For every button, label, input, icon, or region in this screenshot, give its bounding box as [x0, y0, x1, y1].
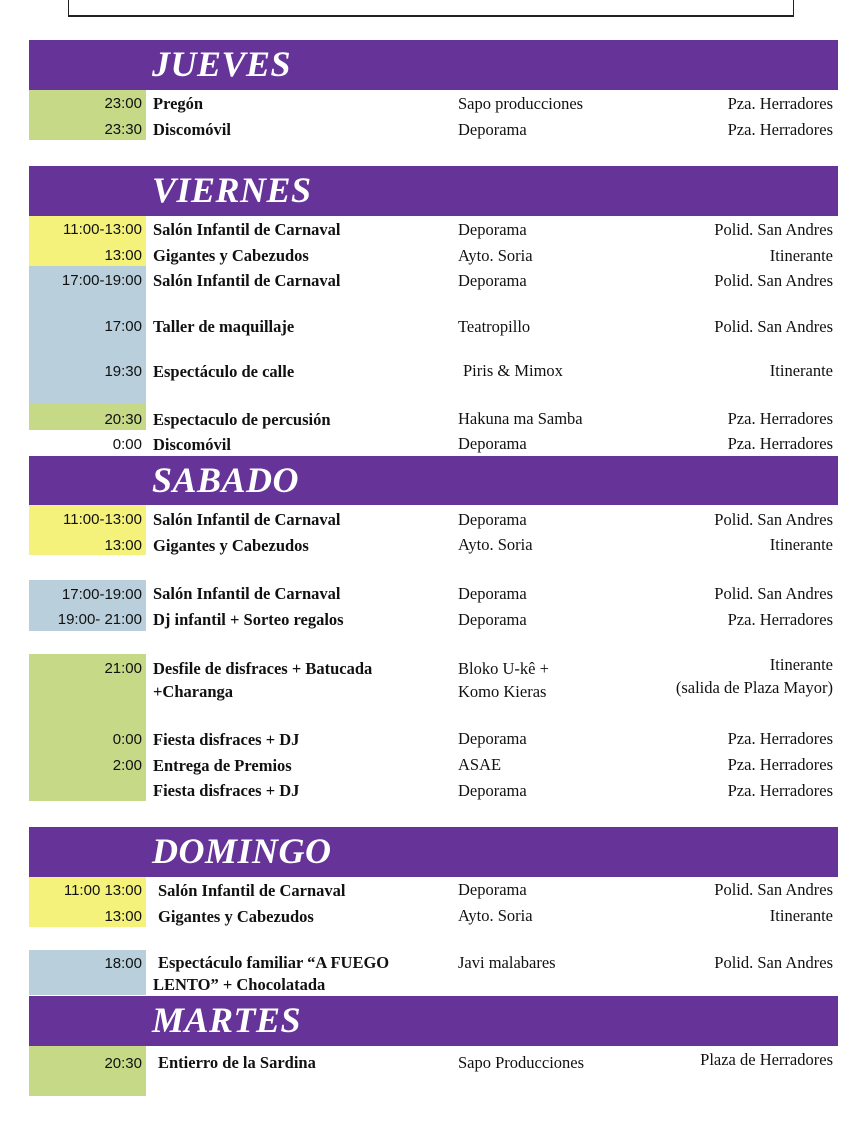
event-time: 19:30 — [104, 363, 142, 380]
event-time: 18:00 — [104, 955, 142, 972]
event-location: Pza. Herradores — [727, 120, 833, 139]
event-location: Itinerante — [769, 361, 833, 380]
event-location: Pza. Herradores — [727, 94, 833, 113]
event-activity: Dj infantil + Sorteo regalos — [153, 610, 344, 629]
event-time: 0:00 — [112, 731, 142, 748]
event-time: 23:00 — [104, 95, 142, 112]
event-location: Itinerante — [769, 655, 833, 674]
event-organizer: Deporama — [458, 434, 527, 453]
event-organizer: Deporama — [458, 510, 527, 529]
event-organizer: Teatropillo — [458, 317, 531, 336]
event-time: 17:00-19:00 — [61, 586, 142, 603]
event-time: 0:00 — [112, 436, 142, 453]
event-organizer: Deporama — [458, 729, 527, 748]
event-activity: Entierro de la Sardina — [158, 1053, 316, 1072]
event-activity: Fiesta disfraces + DJ — [153, 781, 300, 800]
event-location: Polid. San Andres — [714, 271, 833, 290]
event-location: Itinerante — [769, 906, 833, 925]
day-header-jueves — [29, 40, 838, 90]
day-title: SABADO — [152, 459, 300, 500]
event-location: Polid. San Andres — [714, 220, 833, 239]
event-activity: Salón Infantil de Carnaval — [153, 220, 341, 239]
event-activity: Entrega de Premios — [153, 756, 292, 775]
event-organizer: Bloko U-kê + — [458, 659, 549, 678]
day-header-sabado — [29, 456, 838, 505]
event-location: Pza. Herradores — [727, 781, 833, 800]
event-time: 20:30 — [104, 1055, 142, 1072]
event-organizer: ASAE — [458, 755, 502, 774]
event-organizer: Deporama — [458, 781, 527, 800]
event-time: 13:00 — [104, 537, 142, 554]
event-time: 2:00 — [112, 757, 142, 774]
day-header-domingo — [29, 827, 838, 877]
event-time: 19:00- 21:00 — [57, 611, 142, 628]
event-time: 20:30 — [104, 411, 142, 428]
event-activity-continued: LENTO” + Chocolatada — [153, 975, 326, 994]
event-location: Polid. San Andres — [714, 317, 833, 336]
day-header-martes — [29, 996, 838, 1046]
day-title: VIERNES — [152, 170, 312, 211]
event-location: Polid. San Andres — [714, 510, 833, 529]
event-organizer: Deporama — [458, 120, 527, 139]
event-organizer: Sapo Producciones — [458, 1053, 585, 1072]
event-activity: Gigantes y Cabezudos — [153, 536, 309, 555]
event-activity: Espectáculo de calle — [153, 362, 295, 381]
event-organizer: Hakuna ma Samba — [458, 409, 583, 428]
event-activity: Espectáculo familiar “A FUEGO — [158, 953, 390, 972]
event-organizer: Deporama — [458, 610, 527, 629]
event-location-continued: (salida de Plaza Mayor) — [675, 678, 833, 697]
event-organizer: Sapo producciones — [458, 94, 584, 113]
event-location: Pza. Herradores — [727, 755, 833, 774]
event-organizer: Deporama — [458, 880, 527, 899]
event-activity: Salón Infantil de Carnaval — [153, 510, 341, 529]
event-location: Pza. Herradores — [727, 434, 833, 453]
event-activity: Gigantes y Cabezudos — [153, 246, 309, 265]
event-time: 23:30 — [104, 121, 142, 138]
event-location: Polid. San Andres — [714, 880, 833, 899]
event-organizer-continued: Komo Kieras — [458, 682, 547, 701]
event-time: 21:00 — [104, 660, 142, 677]
event-activity: Discomóvil — [153, 435, 231, 454]
event-organizer: Deporama — [458, 584, 527, 603]
event-activity: Pregón — [153, 94, 204, 113]
top-border-line — [68, 0, 794, 17]
day-title: MARTES — [152, 1000, 302, 1041]
event-time: 17:00-19:00 — [61, 272, 142, 289]
event-organizer: Deporama — [458, 220, 527, 239]
event-time: 17:00 — [104, 318, 142, 335]
event-time: 11:00-13:00 — [63, 511, 142, 528]
day-title: DOMINGO — [152, 831, 332, 872]
day-header-viernes — [29, 166, 838, 216]
event-time: 11:00-13:00 — [63, 221, 142, 238]
event-activity: Taller de maquillaje — [153, 317, 295, 336]
event-location: Itinerante — [769, 535, 833, 554]
day-title: JUEVES — [152, 44, 292, 85]
event-activity: Salón Infantil de Carnaval — [153, 584, 341, 603]
event-location: Pza. Herradores — [727, 610, 833, 629]
event-activity: Espectaculo de percusión — [153, 410, 331, 429]
event-location: Polid. San Andres — [714, 584, 833, 603]
event-activity: Fiesta disfraces + DJ — [153, 730, 300, 749]
event-activity: Salón Infantil de Carnaval — [153, 271, 341, 290]
event-activity: Salón Infantil de Carnaval — [158, 881, 346, 900]
event-activity: Discomóvil — [153, 120, 231, 139]
event-activity: Desfile de disfraces + Batucada — [153, 659, 373, 678]
event-organizer: Ayto. Soria — [458, 246, 533, 265]
event-location: Polid. San Andres — [714, 953, 833, 972]
event-location: Itinerante — [769, 246, 833, 265]
event-organizer: Ayto. Soria — [458, 906, 533, 925]
event-time: 13:00 — [104, 247, 142, 264]
event-location: Pza. Herradores — [727, 409, 833, 428]
event-activity-continued: +Charanga — [153, 682, 233, 701]
event-organizer: Ayto. Soria — [458, 535, 533, 554]
event-organizer: Deporama — [458, 271, 527, 290]
event-time: 11:00 13:00 — [63, 882, 142, 899]
event-organizer: Javi malabares — [458, 953, 556, 972]
event-time: 13:00 — [104, 908, 142, 925]
event-activity: Gigantes y Cabezudos — [158, 907, 314, 926]
event-location: Plaza de Herradores — [700, 1050, 833, 1069]
event-location: Pza. Herradores — [727, 729, 833, 748]
event-organizer: Piris & Mimox — [463, 361, 563, 380]
